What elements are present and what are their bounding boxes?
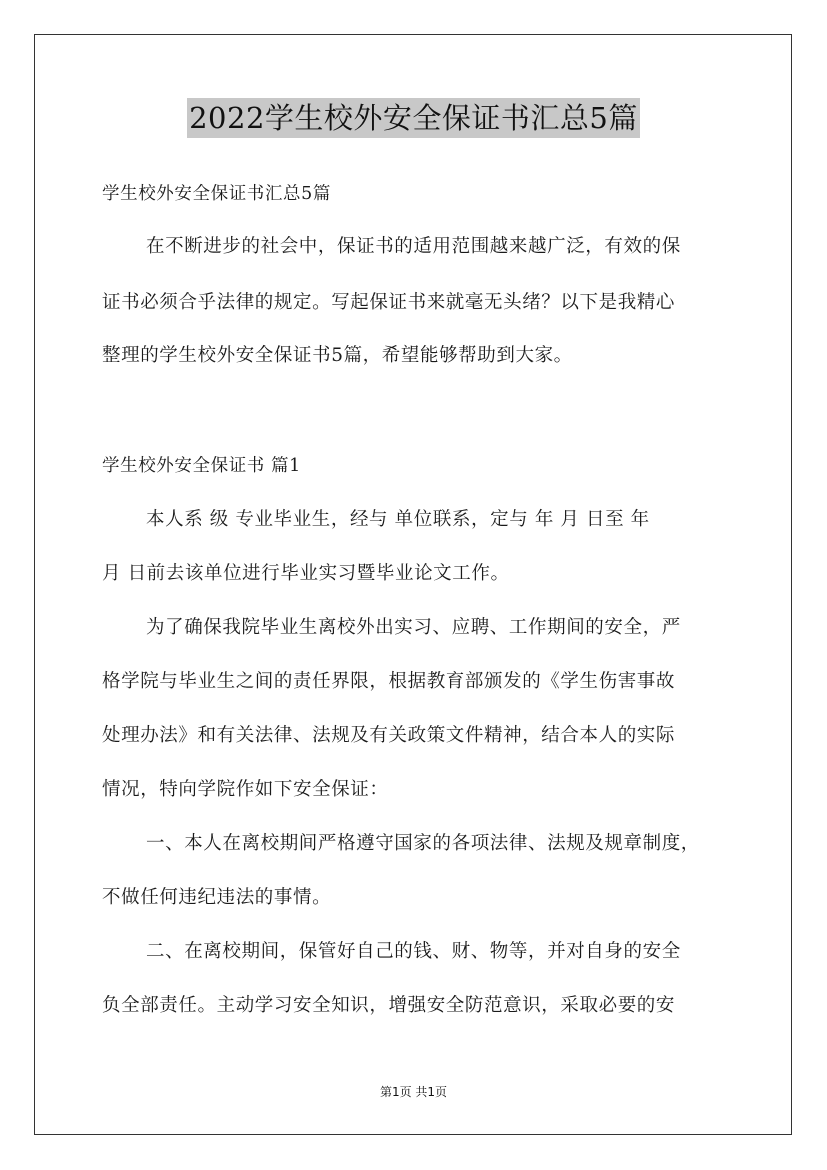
- body-line-8: 不做任何违纪违法的事情。: [102, 887, 332, 908]
- section-heading: 学生校外安全保证书 篇1: [102, 456, 301, 476]
- body-line-1: 本人系 级 专业毕业生，经与 单位联系，定与 年 月 日至 年: [146, 509, 650, 530]
- body-line-7: 一、本人在离校期间严格遵守国家的各项法律、法规及规章制度，: [146, 833, 700, 854]
- body-line-3: 为了确保我院毕业生离校外出实习、应聘、工作期间的安全，严: [146, 617, 681, 638]
- document-title: 2022学生校外安全保证书汇总5篇: [187, 98, 640, 138]
- title-container: [0, 98, 827, 138]
- body-line-10: 负全部责任。主动学习安全知识，增强安全防范意识，采取必要的安: [102, 995, 676, 1016]
- document-subtitle: 学生校外安全保证书汇总5篇: [102, 184, 331, 204]
- body-line-4: 格学院与毕业生之间的责任界限，根据教育部颁发的《学生伤害事故: [102, 671, 676, 692]
- body-line-2: 月 日前去该单位进行毕业实习暨毕业论文工作。: [102, 563, 510, 584]
- intro-line-1: 在不断进步的社会中，保证书的适用范围越来越广泛，有效的保: [146, 236, 681, 257]
- body-line-9: 二、在离校期间，保管好自己的钱、财、物等，并对自身的安全: [146, 941, 681, 962]
- intro-line-3: 整理的学生校外安全保证书5篇，希望能够帮助到大家。: [102, 345, 573, 366]
- page-number: 第1页 共1页: [379, 1085, 448, 1099]
- body-line-6: 情况，特向学院作如下安全保证：: [102, 779, 389, 800]
- body-line-5: 处理办法》和有关法律、法规及有关政策文件精神，结合本人的实际: [102, 725, 676, 746]
- intro-line-2: 证书必须合乎法律的规定。写起保证书来就毫无头绪？以下是我精心: [102, 292, 676, 313]
